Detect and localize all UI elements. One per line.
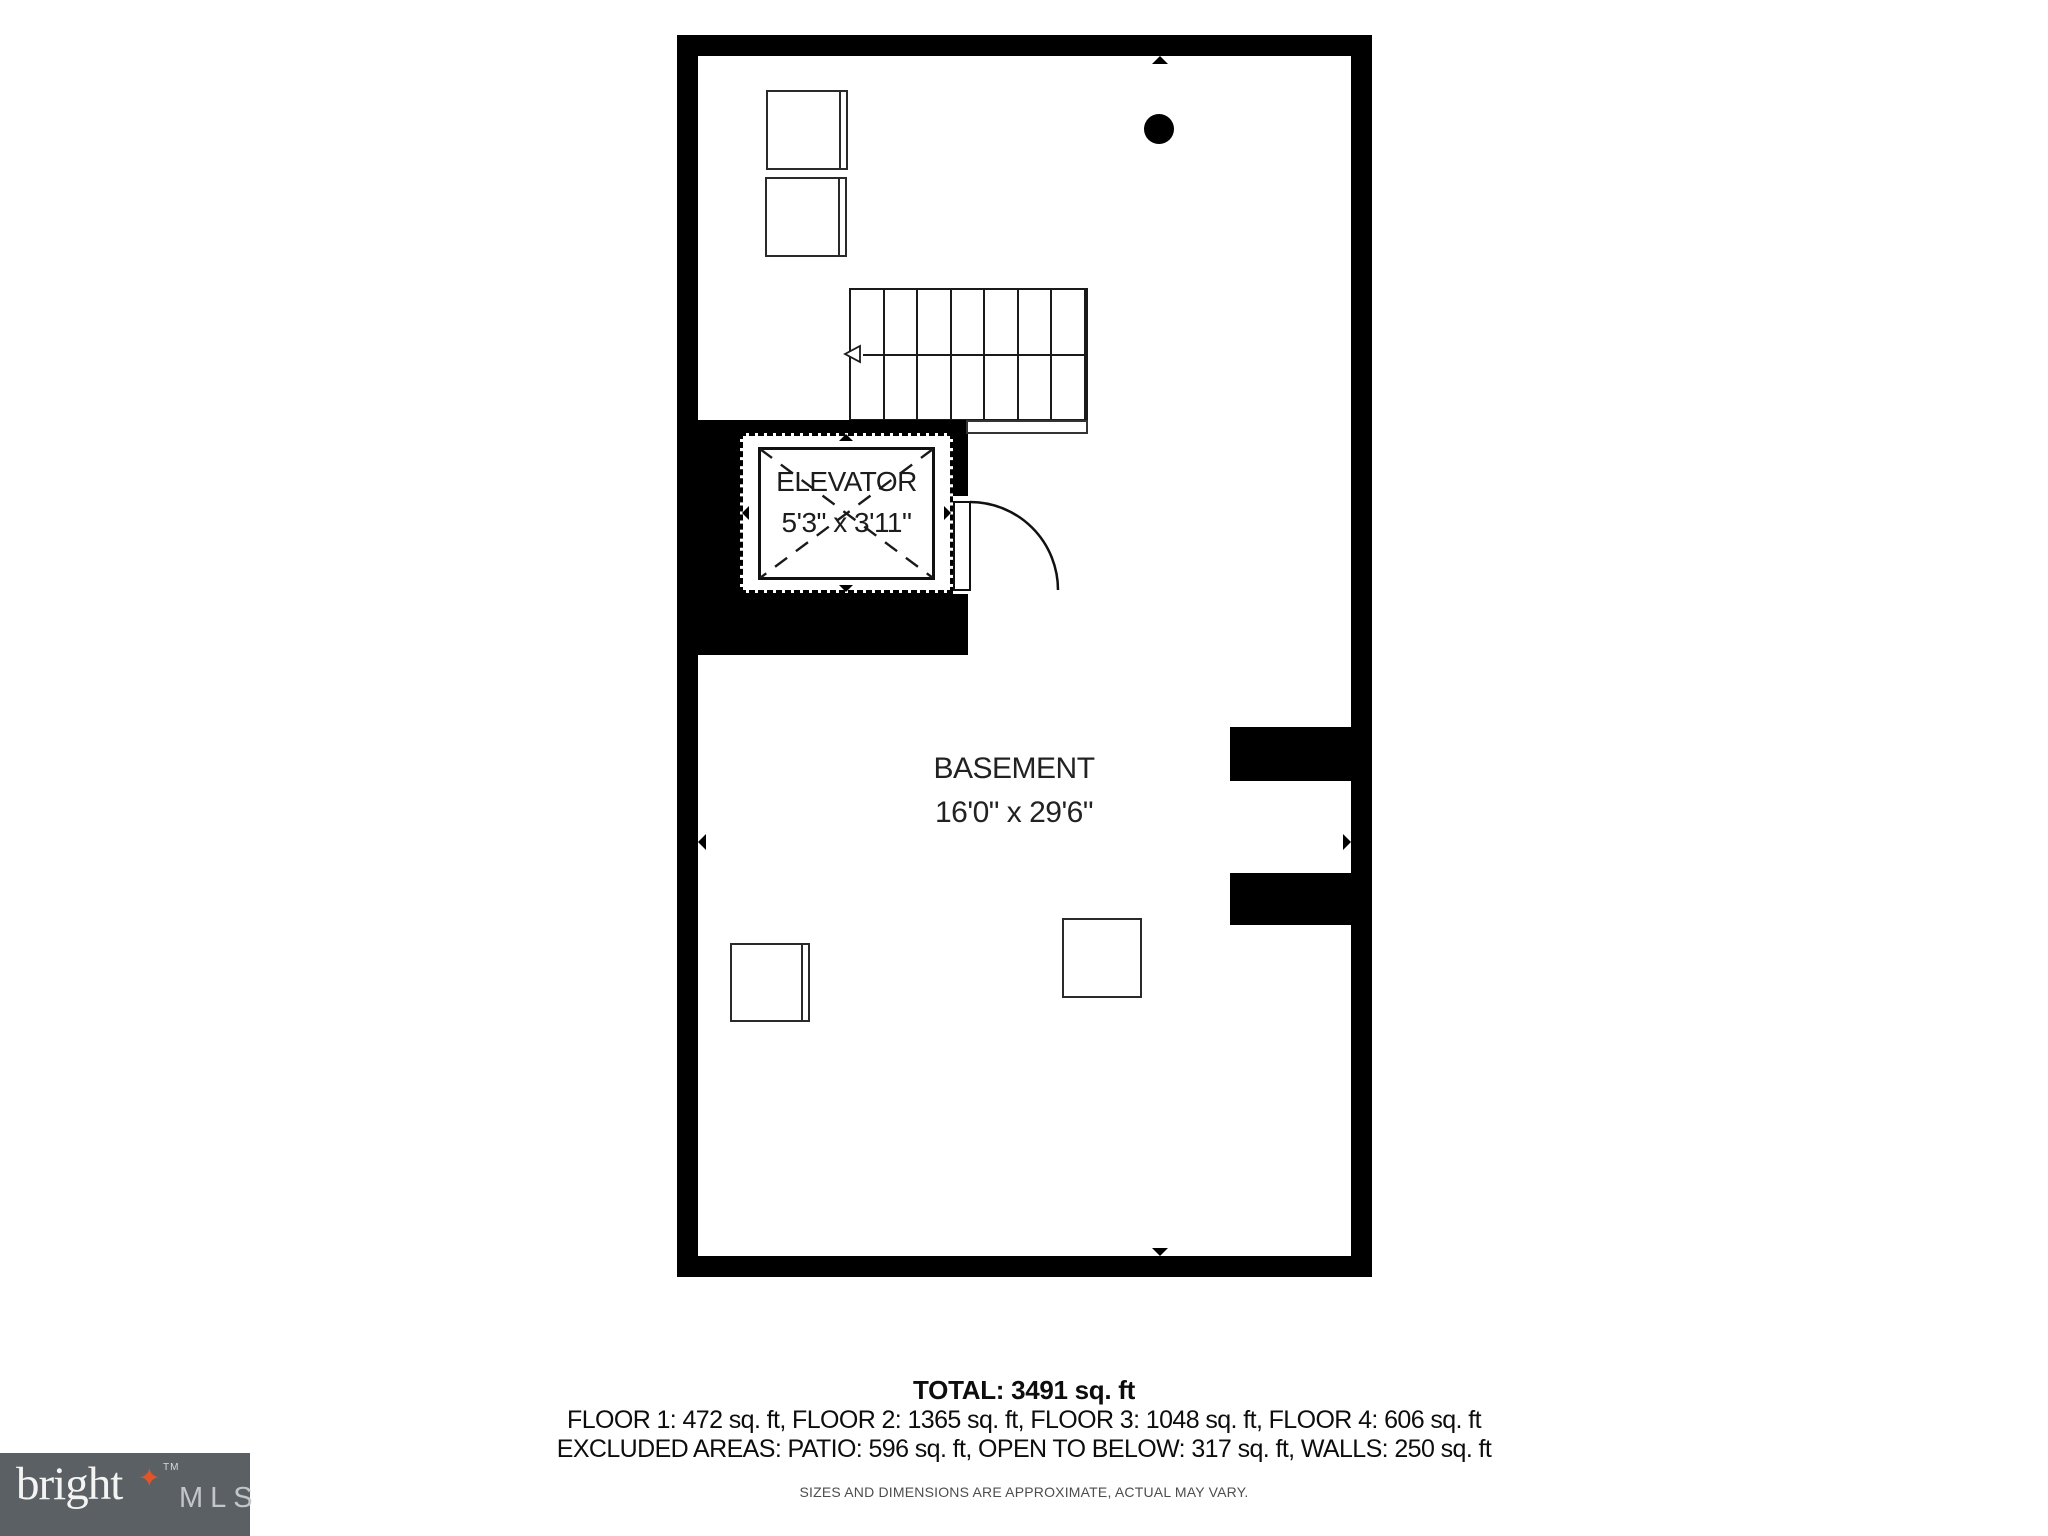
logo-trademark: TM <box>163 1462 180 1473</box>
stair-direction-arrow-icon <box>843 344 863 364</box>
appliance-box-top-1 <box>766 90 848 170</box>
logo-star-icon: ✦ <box>138 1463 161 1493</box>
elevator-arrow-down-icon <box>839 585 853 592</box>
dimension-arrow-bottom-icon <box>1152 1248 1168 1256</box>
door-leaf <box>953 501 971 591</box>
area-summary <box>0 1374 2048 1463</box>
elevator-dimensions: 5'3" x 3'11" <box>781 507 912 538</box>
stair-landing-ledge <box>966 420 1088 434</box>
excluded-areas-text: EXCLUDED AREAS: PATIO: 596 sq. ft, OPEN TO BELOW: 317 sq. ft, WALLS: 250 sq. ft <box>556 1435 1492 1463</box>
dimension-arrow-right-icon <box>1343 834 1351 850</box>
elevator-arrow-left-icon <box>742 506 749 520</box>
appliance-door-line <box>838 179 840 255</box>
interior-wall-stub-lower <box>1230 873 1351 925</box>
logo-mls-text: MLS <box>179 1482 260 1514</box>
dimension-arrow-left-icon <box>698 834 706 850</box>
elevator-cab <box>758 447 935 580</box>
disclaimer-text: SIZES AND DIMENSIONS ARE APPROXIMATE, ACTUAL MAY VARY. <box>799 1484 1249 1500</box>
stair-run-line <box>863 354 1086 356</box>
staircase <box>849 288 1088 421</box>
room-label-block <box>814 747 1214 835</box>
support-column-dot <box>1144 114 1174 144</box>
logo-brand-text: bright <box>16 1458 123 1510</box>
appliance-box-top-2 <box>765 177 847 257</box>
furniture-box-bottom-left <box>730 943 810 1022</box>
room-name: BASEMENT <box>933 752 1095 785</box>
total-area-text: TOTAL: 3491 sq. ft <box>913 1375 1135 1405</box>
elevator-label: ELEVATOR <box>776 466 917 497</box>
floor-areas-text: FLOOR 1: 472 sq. ft, FLOOR 2: 1365 sq. ft, FLOOR 3: 1048 sq. ft, FLOOR 4: 606 sq. ft <box>567 1406 1481 1434</box>
elevator-arrow-up-icon <box>839 434 853 441</box>
room-dimensions: 16'0" x 29'6" <box>934 796 1094 829</box>
furniture-box-bottom-right <box>1062 918 1142 998</box>
appliance-door-line <box>839 92 841 168</box>
dimension-arrow-top-icon <box>1152 56 1168 64</box>
interior-wall-stub-upper <box>1230 727 1351 781</box>
bright-mls-logo <box>0 1453 260 1536</box>
furniture-door-line <box>801 945 803 1020</box>
